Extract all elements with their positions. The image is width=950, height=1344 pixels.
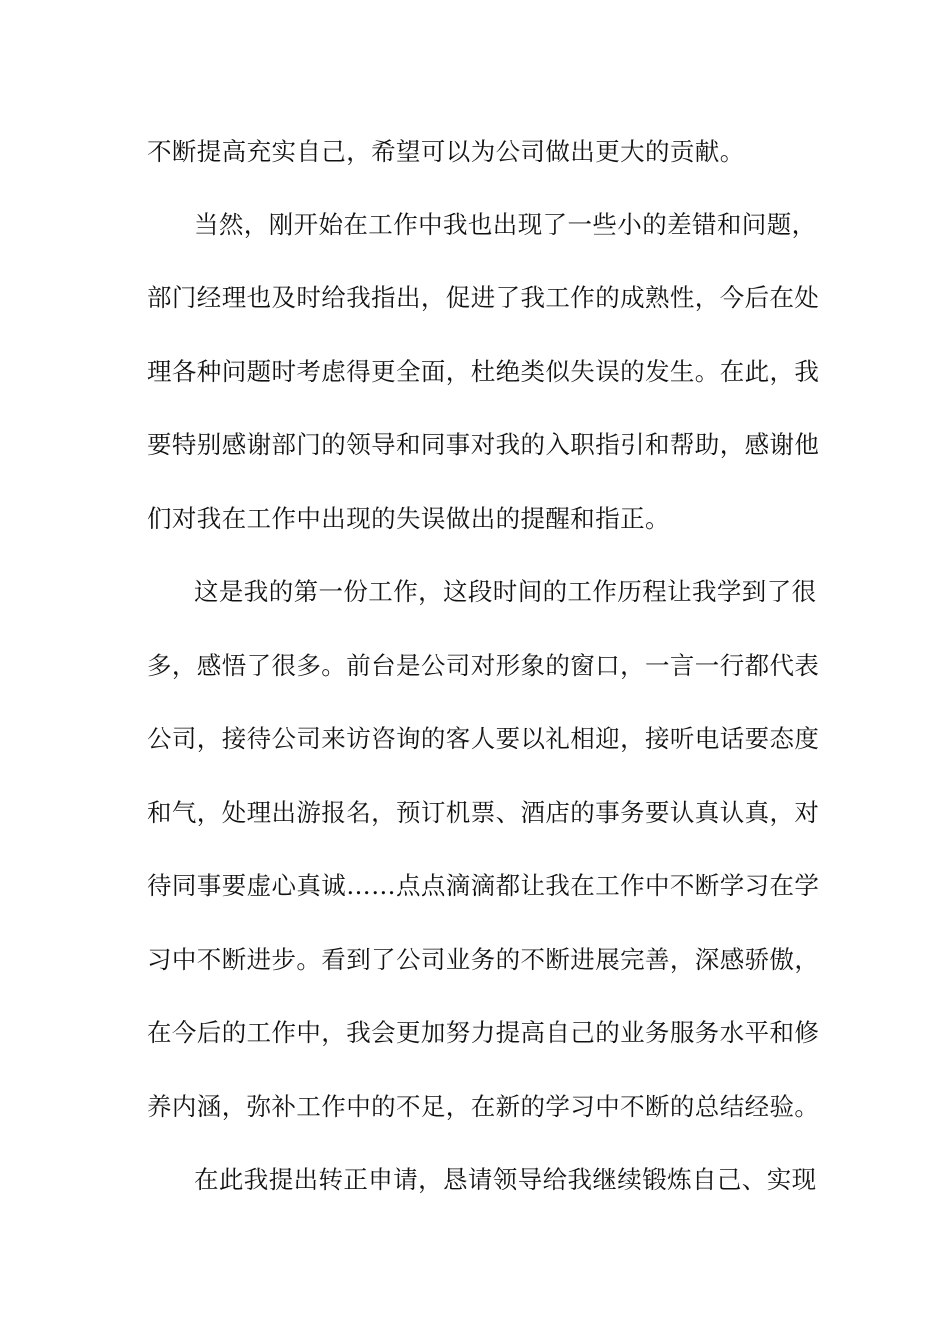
text-line: 习中不断进步。看到了公司业务的不断进展完善，深感骄傲，: [147, 945, 820, 974]
text-line: 养内涵，弥补工作中的不足，在新的学习中不断的总结经验。: [147, 1092, 820, 1121]
text-line: 和气，处理出游报名，预订机票、酒店的事务要认真认真，对: [147, 798, 820, 827]
paragraph-first-line: 在此我提出转正申请，恳请领导给我继续锻炼自己、实现: [194, 1165, 817, 1194]
text-line: 不断提高充实自己，希望可以为公司做出更大的贡献。: [147, 137, 745, 166]
text-line: 在今后的工作中，我会更加努力提高自己的业务服务水平和修: [147, 1018, 820, 1047]
text-line: 理各种问题时考虑得更全面，杜绝类似失误的发生。在此，我: [147, 357, 820, 386]
text-line: 部门经理也及时给我指出，促进了我工作的成熟性，今后在处: [147, 283, 820, 312]
text-line: 多，感悟了很多。前台是公司对形象的窗口，一言一行都代表: [147, 651, 820, 680]
text-line: 公司，接待公司来访咨询的客人要以礼相迎，接听电话要态度: [147, 724, 820, 753]
paragraph-first-line: 当然，刚开始在工作中我也出现了一些小的差错和问题，: [194, 210, 817, 239]
text-line: 们对我在工作中出现的失误做出的提醒和指正。: [147, 504, 670, 533]
text-line: 待同事要虚心真诚……点点滴滴都让我在工作中不断学习在学: [147, 871, 820, 900]
text-line: 要特别感谢部门的领导和同事对我的入职指引和帮助，感谢他: [147, 430, 820, 459]
paragraph-first-line: 这是我的第一份工作，这段时间的工作历程让我学到了很: [194, 577, 817, 606]
